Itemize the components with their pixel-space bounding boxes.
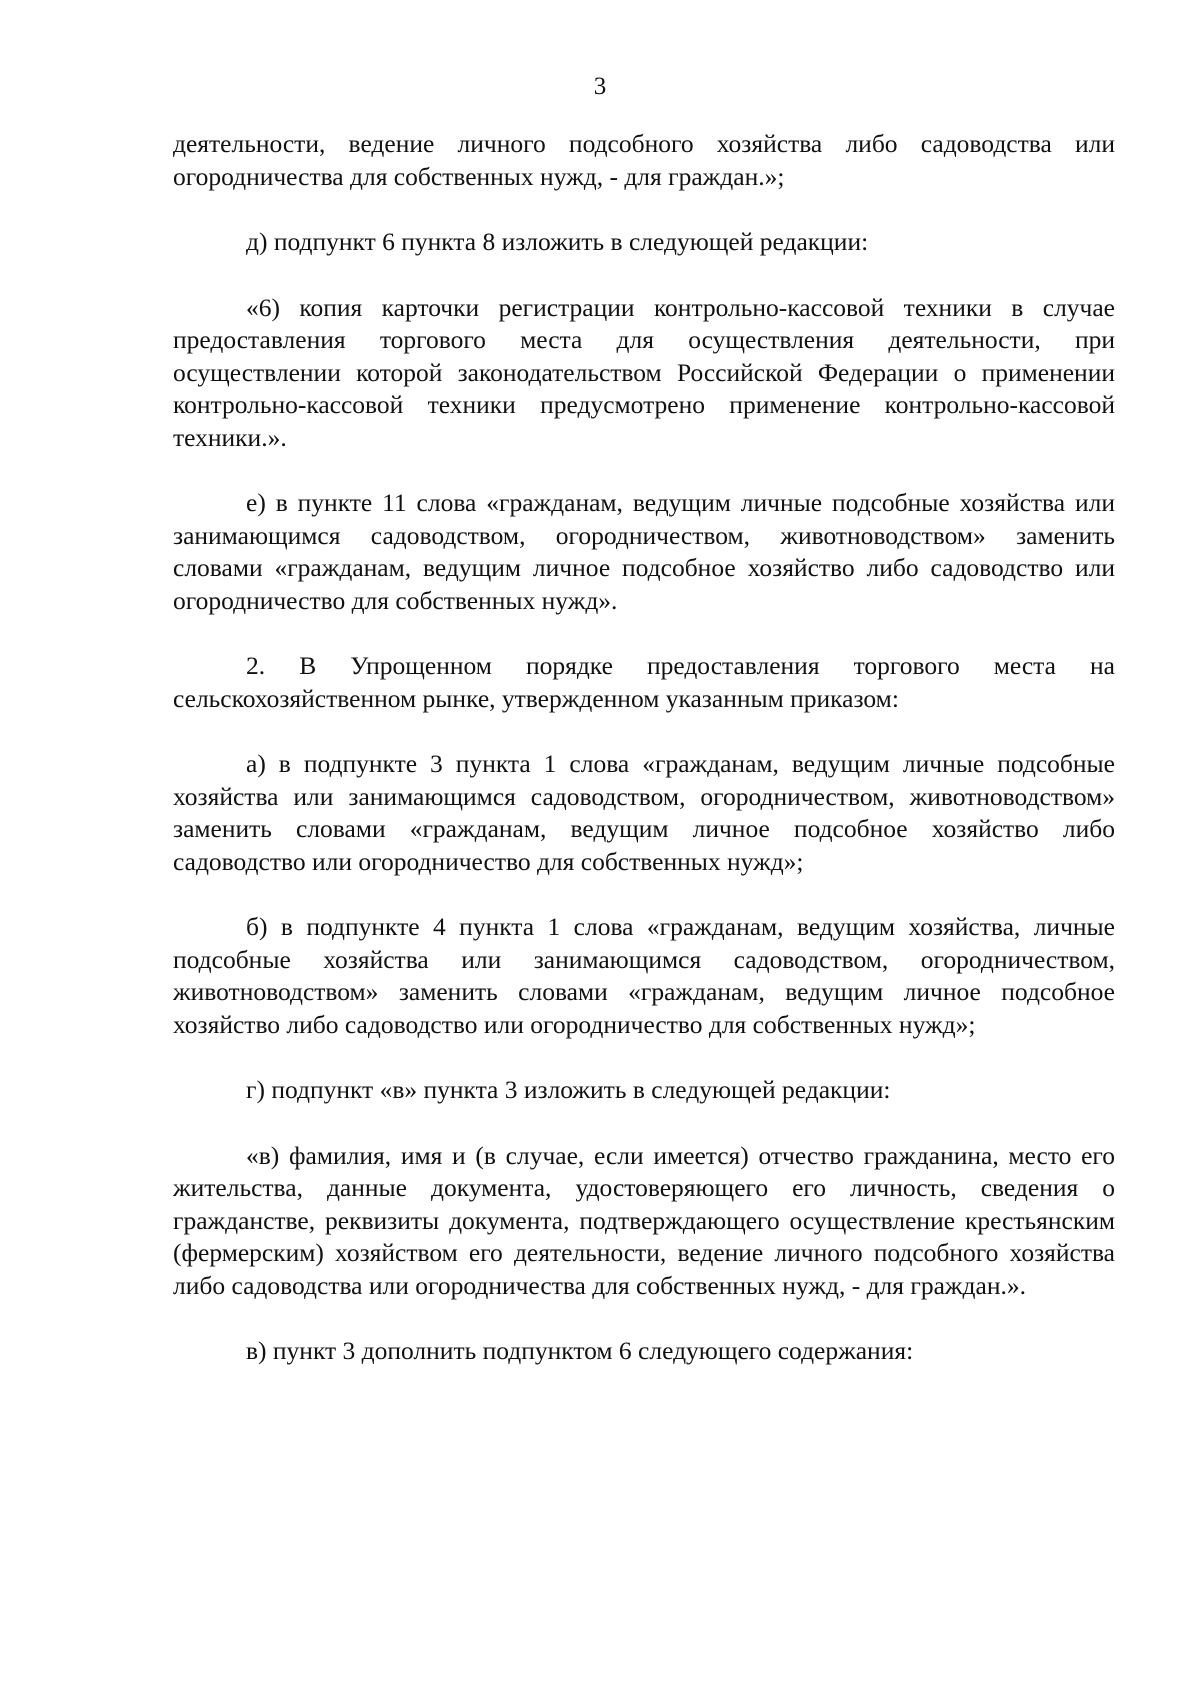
paragraph-subitem-6-text: «6) копия карточки регистрации контрольно-кассовой техники в случае предоставления торгового места для осуществления деятельности, при осуществлении которой законодательством Российской Федерации о применении контрольно-кассовой техники предусмотрено применение контрольно-кассовой техники.».	[173, 292, 1115, 452]
paragraph-item-b: б) в подпункте 4 пункта 1 слова «гражданам, ведущим хозяйства, личные подсобные хозяйства или занимающимся садоводством, огородничеством, животноводством» заменить словами «гражданам, ведущим личное подсобное хозяйство либо садоводство или огородничество для собственных нужд»;	[173, 912, 1115, 1039]
paragraph-continuation: деятельности, ведение личного подсобного хозяйства либо садоводства или огородничества для собственных нужд, - для граждан.»;	[173, 129, 1115, 191]
document-body	[173, 128, 1115, 1401]
page-number: 3	[593, 73, 607, 100]
paragraph-item-v: в) пункт 3 дополнить подпунктом 6 следующего содержания:	[246, 1336, 914, 1365]
paragraph-subitem-v-text: «в) фамилия, имя и (в случае, если имеется) отчество гражданина, место его жительства, данные документа, удостоверяющего его личность, сведения о гражданстве, реквизиты документа, подтверждающего осуществление крестьянским (фермерским) хозяйством его деятельности, ведение личного подсобного хозяйства либо садоводства или огородничества для собственных нужд, - для граждан.».	[173, 1140, 1115, 1300]
paragraph-item-e: е) в пункте 11 слова «гражданам, ведущим личные подсобные хозяйства или занимающимся садоводством, огородничеством, животноводством» заменить словами «гражданам, ведущим личное подсобное хозяйство либо садоводство или огородничество для собственных нужд».	[173, 488, 1115, 615]
paragraph-section-2: 2. В Упрощенном порядке предоставления торгового места на сельскохозяйственном рынке, утвержденном указанным приказом:	[173, 651, 1115, 713]
paragraph-item-a: а) в подпункте 3 пункта 1 слова «гражданам, ведущим личные подсобные хозяйства или занимающимся садоводством, огородничеством, животноводством» заменить словами «гражданам, ведущим личное подсобное хозяйство либо садоводство или огородничество для собственных нужд»;	[173, 749, 1115, 876]
paragraph-item-g: г) подпункт «в» пункта 3 изложить в следующей редакции:	[246, 1075, 891, 1104]
paragraph-item-d: д) подпункт 6 пункта 8 изложить в следующей редакции:	[246, 227, 869, 256]
